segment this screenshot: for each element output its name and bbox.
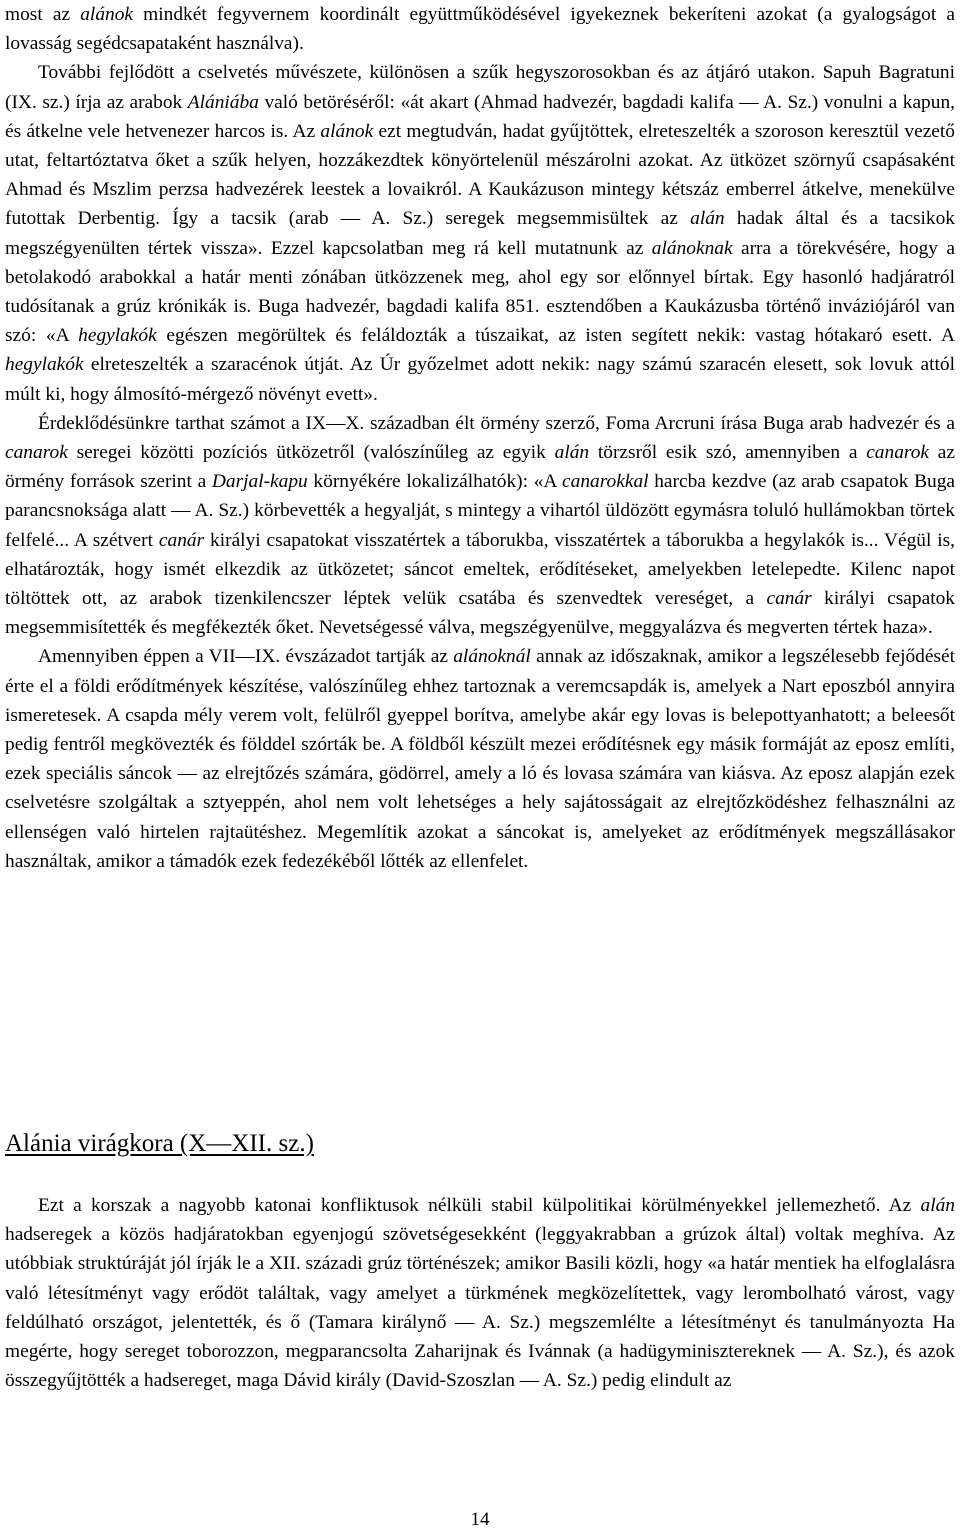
section-heading: Alánia virágkora (X—XII. sz.) bbox=[5, 1130, 314, 1157]
text-run: királyi csapatokat visszatértek a táborukba, visszatértek a táborukba a hegylakók is... Végül is, elhatározták, hogy ismét elkezdik az ütközetet; sáncot emeltek, erődítéseket, amelyekben letelepedte. Kilenc napot töltöttek ott, az arabok tizenkilencszer léptek velük csatába és szenvedtek vereséget, a bbox=[5, 529, 956, 610]
text-run: További fejlődött a cselvetés művészete, különösen a szűk hegyszorosokban és az átjáró utakon. Sapuh Bagratuni (IX. sz.) írja az arabok bbox=[5, 62, 955, 113]
body-text-top bbox=[5, 0, 955, 876]
italic-term: alán bbox=[690, 208, 725, 230]
text-run: hadseregek a közös hadjáratokban egyenjogú szövetségesekként (leggyakrabban a grúzok által) voltak meghíva. Az utóbbiak struktúráját jól írják le a XII. századi grúz történészek; amikor Basili közli, hogy «a határ mentiek ha elfoglalásra való létesítményt vagy erődöt találtak, vagy amelyet a türkmének megközelítettek, vagy lerombolható várost, vagy feldúlható országot, jelentették, és ő (Tamara királynő — A. Sz.) megszemlélte a létesítményt és tanulmányozta Ha megérte, hogy sereget toborozzon, megparancsolta Zaharijnak és Ivánnak (a hadügyminisztereknek — A. Sz.), és azok összegyűjtötték a hadsereget, maga Dávid király (David-Szoszlan — A. Sz.) pedig elindult az bbox=[5, 1224, 955, 1392]
text-run: törzsről esik szó, amennyiben a bbox=[589, 442, 867, 464]
italic-term: alán bbox=[920, 1195, 955, 1216]
page-number: 14 bbox=[470, 1509, 490, 1530]
italic-term: canarok bbox=[866, 442, 930, 464]
text-run: környékére lokalizálhatók): «A bbox=[307, 471, 563, 493]
text-run: seregei közötti pozíciós ütközetről (valószínűleg az egyik bbox=[67, 442, 555, 464]
paragraph bbox=[5, 642, 955, 876]
text-run: most az bbox=[5, 4, 81, 25]
text-run: királyi csapatok megsemmisítették és megfékezték őket. Nevetségessé válva, megszégyenülve, meggyalázva és megverten tértek haza». bbox=[5, 588, 955, 639]
italic-term: hegylakók bbox=[78, 325, 157, 347]
paragraph bbox=[5, 58, 955, 408]
italic-term: alánok bbox=[80, 4, 134, 25]
text-run: harcba kezdve (az arab csapatok Buga parancsnoksága alatt — A. Sz.) körbevették a hegyalját, s mintegy a vihartól üldözött egymásra toluló hullámokban törtek felfelé... A szétvert bbox=[5, 471, 956, 551]
italic-term: canár bbox=[158, 529, 205, 551]
text-run: hadak által és a tacsikok megszégyenülten tértek vissza». Ezzel kapcsolatban meg rá kell mutatnunk az bbox=[5, 208, 956, 259]
italic-term: Darjal-kapu bbox=[211, 471, 308, 493]
italic-term: canár bbox=[766, 588, 812, 610]
italic-term: canarok bbox=[5, 442, 68, 464]
italic-term: canarokkal bbox=[562, 471, 649, 493]
text-run: az örmény források szerint a bbox=[5, 442, 956, 493]
text-run: való betöréséről: «át akart (Ahmad hadvezér, bagdadi kalifa — A. Sz.) vonulni a kapun, és átkelne vele hetvenezer harcos is. Az bbox=[5, 91, 955, 142]
italic-term: alánok bbox=[320, 120, 374, 142]
italic-term: Alániába bbox=[187, 91, 259, 113]
text-run: egészen megörültek és feláldozták a túszaikat, az isten segített nekik: vastag hótakaró esett. A bbox=[156, 325, 955, 347]
italic-term: hegylakók bbox=[5, 354, 84, 376]
text-run: Érdeklődésünkre tarthat számot a IX—X. században élt örmény szerző, Foma Arcruni írása Buga arab hadvezér és a bbox=[38, 412, 955, 434]
text-run: arra a törekvésére, hogy a betolakodó arabokkal a határ menti zónában ütközzenek meg, ahol egy sor előnnyel bírtak. Egy hasonló hadjáratról tudósítanak a grúz krónikák is. Buga hadvezér, bagdadi kalifa 851. esztendőben a Kaukázusba történő inváziójáról van szó: «A bbox=[5, 237, 955, 347]
italic-term: alánoknál bbox=[453, 646, 531, 668]
paragraph bbox=[5, 0, 955, 58]
paragraph bbox=[5, 409, 955, 643]
body-text-bottom bbox=[5, 1191, 955, 1395]
text-run: Amennyiben éppen a VII—IX. évszázadot tartják az bbox=[38, 646, 454, 668]
italic-term: alán bbox=[554, 442, 590, 464]
text-run: Ezt a korszak a nagyobb katonai konfliktusok nélküli stabil külpolitikai körülményekkel jellemezhető. Az bbox=[38, 1195, 921, 1216]
text-run: elreteszelték a szaracénok útját. Az Úr győzelmet adott nekik: nagy számú szaracén elesett, sok lovuk attól múlt ki, hogy álmosító-mérgező növényt evett». bbox=[5, 354, 955, 405]
text-run: ezt megtudván, hadat gyűjtöttek, elreteszelték a szoroson keresztül vezető utat, feltartóztatva őket a szűk helyen, hozzákezdtek könyörtelenül mészárolni azokat. Az ütközet szörnyű csapásaként Ahmad és Mszlim perzsa hadvezérek leestek a lovaikról. A Kaukázuson mintegy kétszáz emberrel átkelve, menekülve futottak Derbentig. Így a tacsik (arab — A. Sz.) seregek megsemmisültek az bbox=[5, 120, 955, 230]
paragraph bbox=[5, 1191, 955, 1395]
italic-term: alánoknak bbox=[651, 237, 733, 259]
text-run: annak az időszaknak, amikor a legszélesebb fejődését érte el a földi erődítmények készítése, valószínűleg ehhez tartoznak a veremcsapdák is, amelyek a Nart eposzból annyira ismeretesek. A csapda mély verem volt, felülről gyeppel borítva, amelybe akár egy lovas is belepottyanhatott; a beleesőt pedig fentről megkövezték és földdel szórták be. A földből készült mezei erődítésnek egy másik formáját az eposz említi, ezek speciális sáncok — az elrejtőzés számára, gödörrel, amely a ló és lovasa számára van kiásva. Az eposz alapján ezek cselvetésre szolgáltak a sztyeppén, ahol nem volt lehetséges a hely sajátosságait az elrejtőzködéshez felhasználni az ellenségen való hirtelen rajtaütéshez. Megemlítik azokat a sáncokat is, amelyeket az erődítmények megszállásakor használtak, amikor a támadók ezek fedezékéből lőtték az ellenfelet. bbox=[5, 646, 955, 872]
text-run: mindkét fegyvernem koordinált együttműködésével igyekeznek bekeríteni azokat (a gyalogságot a lovasság segédcsapataként használva). bbox=[5, 4, 955, 55]
